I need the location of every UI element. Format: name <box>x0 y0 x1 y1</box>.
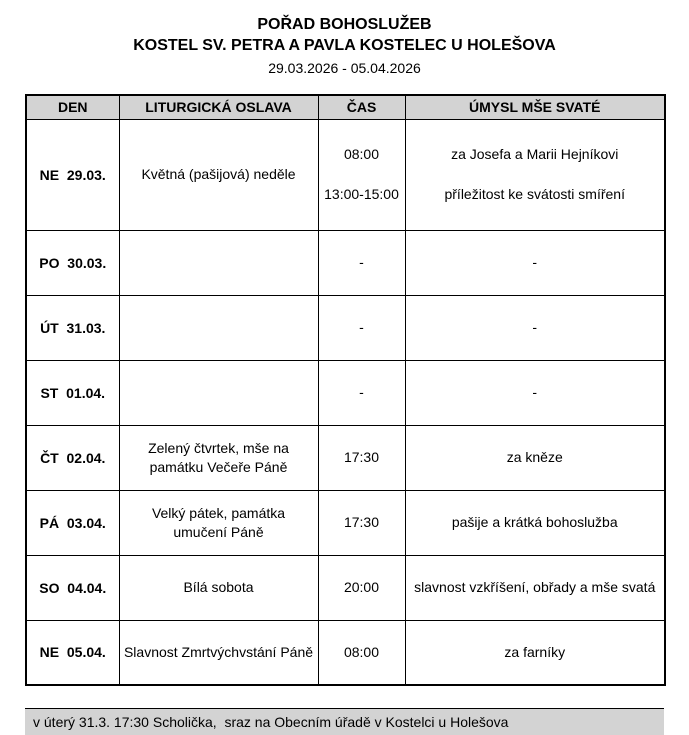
time-cell <box>318 555 405 620</box>
intention-cell <box>405 230 665 295</box>
intention-stack <box>410 448 661 467</box>
column-header: ČAS <box>318 95 405 119</box>
day-cell: PÁ 03.04. <box>26 490 119 555</box>
column-header: LITURGICKÁ OSLAVA <box>119 95 318 119</box>
time-cell <box>318 230 405 295</box>
table-head <box>26 95 665 119</box>
intention-value: za farníky <box>504 643 566 660</box>
time-value: - <box>359 384 364 400</box>
celebration-cell <box>119 230 318 295</box>
time-value: 17:30 <box>343 449 380 465</box>
time-stack <box>323 253 401 272</box>
day-cell: ST 01.04. <box>26 360 119 425</box>
time-stack <box>323 124 401 226</box>
intention-stack <box>410 513 661 532</box>
intention-stack <box>410 318 661 337</box>
celebration-cell <box>119 360 318 425</box>
time-value: - <box>359 254 364 270</box>
time-stack <box>323 318 401 337</box>
footer-note: v úterý 31.3. 17:30 Scholička, sraz na Obecním úřadě v Kostelci u Holešova <box>25 708 664 735</box>
intention-stack <box>410 253 661 272</box>
time-cell <box>318 425 405 490</box>
intention-stack <box>410 643 661 662</box>
table-row <box>26 620 665 685</box>
document-subtitle: KOSTEL SV. PETRA A PAVLA KOSTELEC U HOLEŠOVA <box>133 37 556 54</box>
column-header: ÚMYSL MŠE SVATÉ <box>405 95 665 119</box>
schedule-table <box>25 94 666 686</box>
day-cell: ČT 02.04. <box>26 425 119 490</box>
table-row <box>26 119 665 230</box>
header-row <box>26 95 665 119</box>
day-cell: SO 04.04. <box>26 555 119 620</box>
intention-stack <box>410 578 661 597</box>
time-value: 13:00-15:00 <box>324 186 399 203</box>
time-value: - <box>359 319 364 335</box>
time-cell <box>318 295 405 360</box>
day-cell: ÚT 31.03. <box>26 295 119 360</box>
celebration-cell: Květná (pašijová) neděle <box>119 119 318 230</box>
time-stack <box>323 513 401 532</box>
column-header: DEN <box>26 95 119 119</box>
table-row <box>26 295 665 360</box>
date-range: 29.03.2026 - 05.04.2026 <box>268 60 421 76</box>
time-value: 08:00 <box>343 643 380 660</box>
intention-cell <box>405 295 665 360</box>
intention-value: slavnost vzkříšení, obřady a mše svatá <box>414 579 656 595</box>
time-value: 17:30 <box>343 514 380 530</box>
intention-stack <box>410 383 661 402</box>
table-body <box>26 119 665 685</box>
intention-value: za Josefa a Marii Hejníkovi <box>451 145 619 162</box>
document-title: POŘAD BOHOSLUŽEB <box>257 16 432 33</box>
table-row <box>26 425 665 490</box>
time-cell <box>318 490 405 555</box>
intention-value: příležitost ke svátosti smíření <box>444 186 625 203</box>
intention-stack <box>410 124 661 226</box>
document-header <box>25 14 664 78</box>
celebration-cell: Slavnost Zmrtvýchvstání Páně <box>119 620 318 685</box>
celebration-cell <box>119 295 318 360</box>
intention-cell <box>405 425 665 490</box>
time-stack <box>323 383 401 402</box>
day-cell: NE 29.03. <box>26 119 119 230</box>
day-cell: PO 30.03. <box>26 230 119 295</box>
table-row <box>26 555 665 620</box>
time-cell <box>318 360 405 425</box>
time-stack <box>323 578 401 597</box>
time-value: 20:00 <box>343 579 380 595</box>
time-value: 08:00 <box>343 145 380 162</box>
intention-value: pašije a krátká bohoslužba <box>451 514 618 530</box>
intention-cell <box>405 555 665 620</box>
table-row <box>26 230 665 295</box>
table-row <box>26 490 665 555</box>
intention-value: za kněze <box>506 449 563 465</box>
celebration-cell: Bílá sobota <box>119 555 318 620</box>
time-stack <box>323 448 401 467</box>
time-cell <box>318 620 405 685</box>
celebration-cell: Velký pátek, památka umučení Páně <box>119 490 318 555</box>
intention-value: - <box>532 319 538 335</box>
intention-cell <box>405 360 665 425</box>
celebration-cell: Zelený čtvrtek, mše na památku Večeře Páně <box>119 425 318 490</box>
intention-cell <box>405 620 665 685</box>
time-stack <box>323 643 401 662</box>
intention-value: - <box>532 254 538 270</box>
time-cell <box>318 119 405 230</box>
day-cell: NE 05.04. <box>26 620 119 685</box>
intention-cell <box>405 490 665 555</box>
intention-value: - <box>532 384 538 400</box>
intention-cell <box>405 119 665 230</box>
table-row <box>26 360 665 425</box>
